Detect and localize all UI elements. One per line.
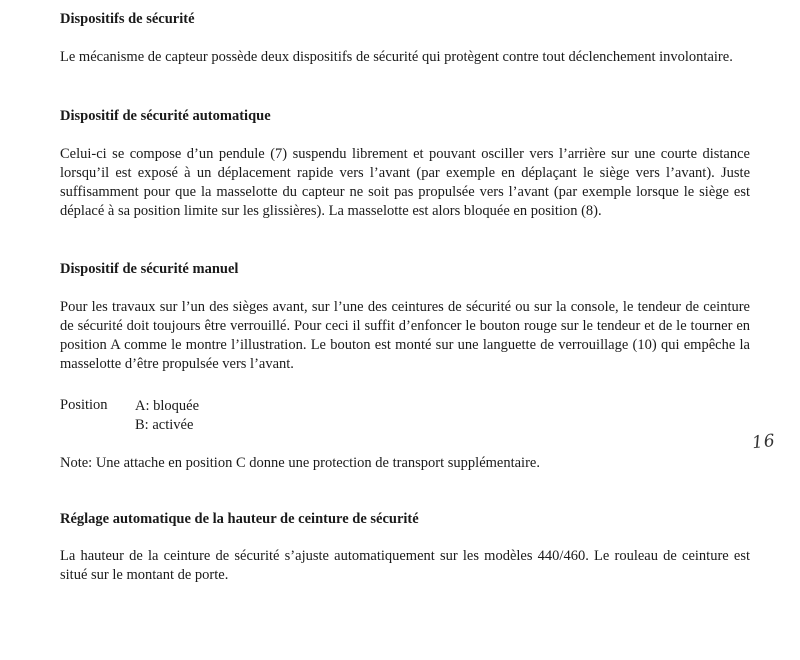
- heading-safety-devices: Dispositifs de sécurité: [60, 11, 195, 27]
- paragraph-manual-safety: Pour les travaux sur l’un des sièges avant, sur l’une des ceintures de sécurité ou sur la console, le tendeur de ceinture de sécurité doit toujours être verrouillé. Pour ceci il suffit d’enfoncer le bouton rouge sur le tendeur et de le tourner en position A comme le montre l’illustration. Le bouton est monté sur une languette de verrouillage (10) qui empêche la masselotte d’être propulsée vers l’avant.: [60, 299, 750, 372]
- heading-manual-safety: Dispositif de sécurité manuel: [60, 261, 239, 277]
- paragraph-safety-devices: Le mécanisme de capteur possède deux dispositifs de sécurité qui protègent contre tout déclenchement involontaire.: [60, 49, 733, 65]
- note-transport: Note: Une attache en position C donne une protection de transport supplémentaire.: [60, 455, 540, 471]
- position-values: [135, 397, 199, 435]
- position-label: Position: [60, 397, 108, 413]
- paragraph-belt-height: La hauteur de la ceinture de sécurité s’ajuste automatiquement sur les modèles 440/460. Le rouleau de ceinture est situé sur le montant de porte.: [60, 548, 750, 583]
- paragraph-automatic-safety: Celui-ci se compose d’un pendule (7) suspendu librement et pouvant osciller vers l’arrière sur une courte distance lorsqu’il est exposé à un déplacement rapide vers l’avant (par exemple en déplaçant le siège vers l’avant). Juste suffisamment pour que la masselotte du capteur ne soit pas propulsée vers l’avant (par exemple lorsque le siège est déplacé à sa position limite sur les glissières). La masselotte est alors bloquée en position (8).: [60, 146, 750, 219]
- page-number: 16: [751, 430, 777, 454]
- position-b: B: activée: [135, 417, 194, 433]
- heading-automatic-safety: Dispositif de sécurité automatique: [60, 108, 271, 124]
- heading-belt-height: Réglage automatique de la hauteur de ceinture de sécurité: [60, 511, 419, 527]
- position-a: A: bloquée: [135, 398, 200, 414]
